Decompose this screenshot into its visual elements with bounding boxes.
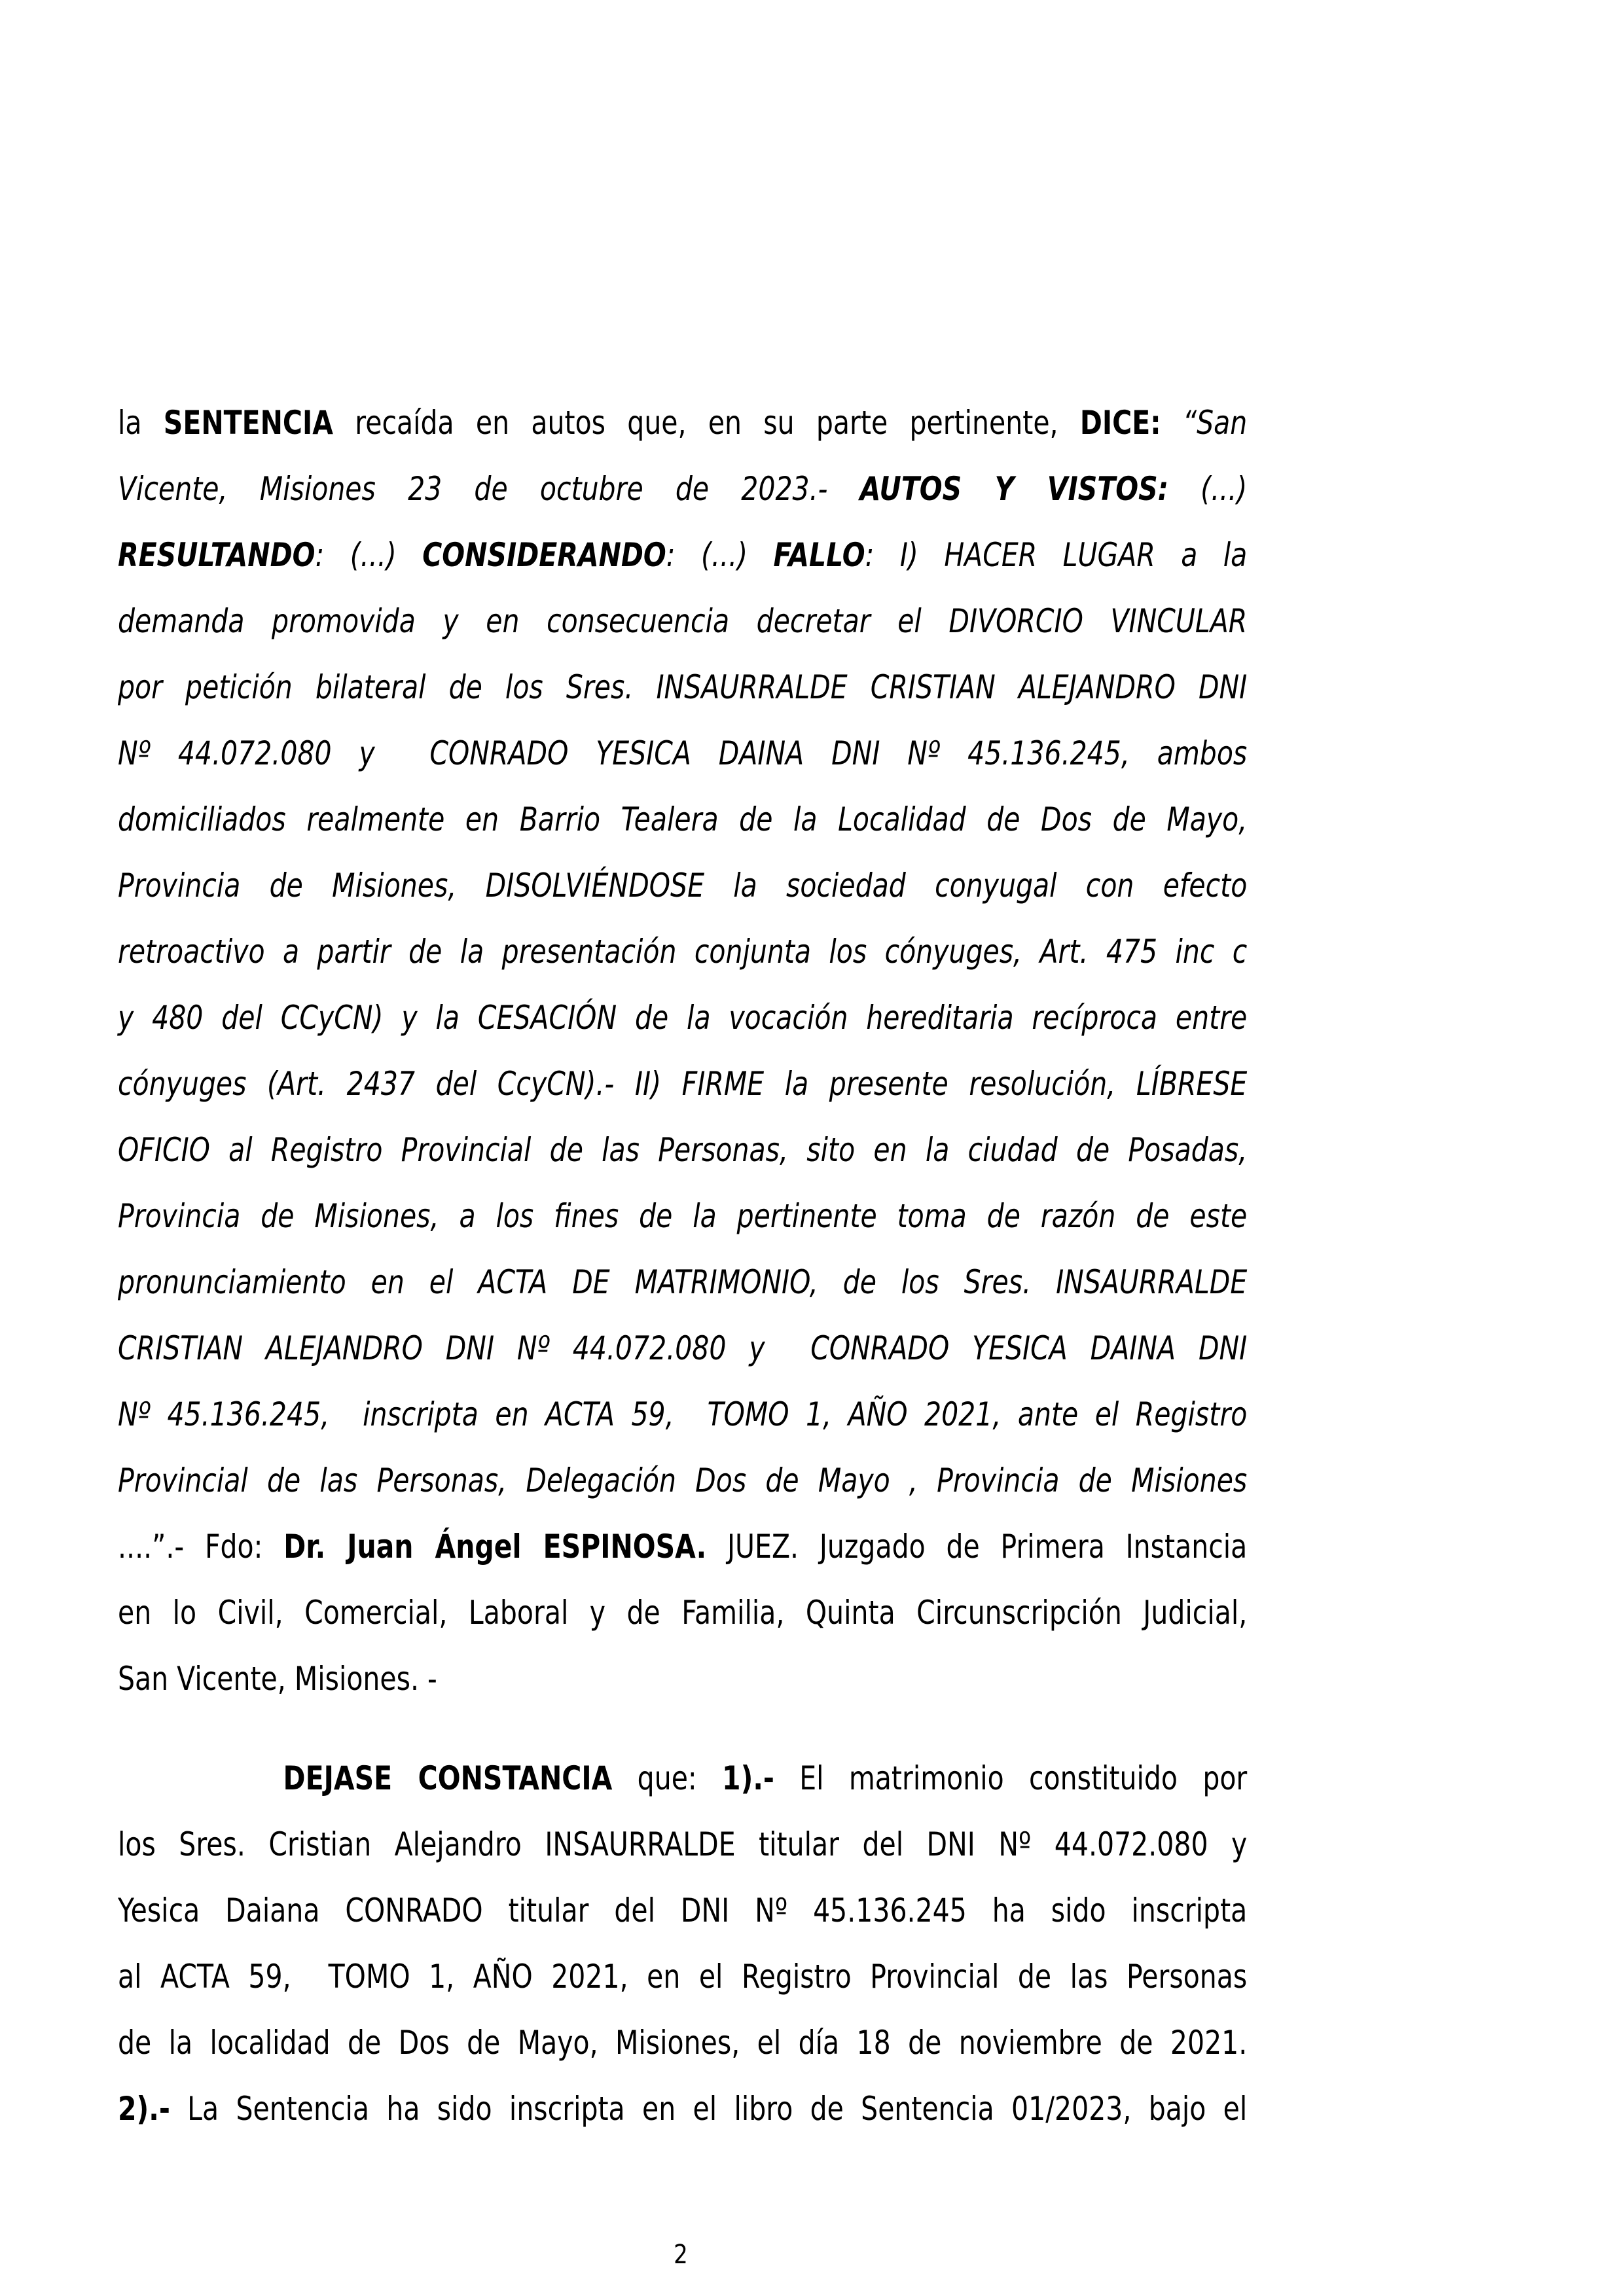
text-line (118, 853, 1247, 919)
text-line (118, 1183, 1247, 1249)
text-run: : (...) (315, 536, 423, 574)
text-line (118, 1812, 1247, 1878)
text-run: El matrimonio constituido por (774, 1759, 1248, 1797)
text-run: la (118, 404, 164, 442)
text-run: que: (612, 1759, 723, 1797)
text-run: Vicente, Misiones 23 de octubre de 2023.- (118, 470, 860, 508)
text-run: Dr. Juan Ángel ESPINOSA. (283, 1528, 707, 1566)
text-line (118, 522, 1247, 588)
text-run: 2).- (118, 2090, 170, 2128)
text-run: recaída en autos que, en su parte pertinente, (333, 404, 1080, 442)
text-run: DICE: (1079, 404, 1161, 442)
text-line (118, 2010, 1247, 2076)
text-line (118, 919, 1247, 985)
text-run: OFICIO al Registro Provincial de las Personas, sito en la ciudad de Posadas, (118, 1131, 1248, 1169)
text-line (118, 1878, 1247, 1944)
text-line (118, 1580, 1247, 1646)
text-run: RESULTANDO (118, 536, 316, 574)
text-line (118, 2076, 1247, 2142)
paragraph-dejase-constancia (118, 1746, 1247, 2142)
text-line (118, 1051, 1247, 1117)
text-run: Yesica Daiana CONRADO titular del DNI Nº 45.136.245 ha sido inscripta (118, 1892, 1248, 1929)
text-run: Provincia de Misiones, DISOLVIÉNDOSE la sociedad conyugal con efecto (118, 867, 1248, 905)
text-run: Provincia de Misiones, a los fines de la pertinente toma de razón de este (118, 1197, 1248, 1235)
text-run: los Sres. Cristian Alejandro INSAURRALDE titular del DNI Nº 44.072.080 y (118, 1825, 1248, 1863)
text-run: retroactivo a partir de la presentación conjunta los cónyuges, Art. 475 inc c (118, 933, 1248, 971)
text-line (118, 655, 1247, 721)
text-run: : I) HACER LUGAR a la (865, 536, 1248, 574)
text-line (118, 1117, 1247, 1183)
text-run: DEJASE CONSTANCIA (283, 1759, 613, 1797)
text-run: Nº 44.072.080 y CONRADO YESICA DAINA DNI Nº 45.136.245, ambos (118, 734, 1248, 772)
text-run: AUTOS Y VISTOS: (859, 470, 1168, 508)
text-run: “San (1161, 404, 1248, 442)
text-run: : (...) (666, 536, 774, 574)
text-line (118, 588, 1247, 655)
text-line (118, 1646, 1247, 1712)
text-run: CONSIDERANDO (422, 536, 666, 574)
text-line (118, 985, 1247, 1051)
text-run: Nº 45.136.245, inscripta en ACTA 59, TOMO 1, AÑO 2021, ante el Registro (118, 1395, 1248, 1433)
text-line (118, 1382, 1247, 1448)
text-run: ....”.- Fdo: (118, 1528, 284, 1566)
text-run: 1).- (722, 1759, 774, 1797)
text-run: CRISTIAN ALEJANDRO DNI Nº 44.072.080 y CONRADO YESICA DAINA DNI (118, 1329, 1248, 1367)
text-line (118, 1448, 1247, 1514)
text-run: cónyuges (Art. 2437 del CcyCN).- II) FIRME la presente resolución, LÍBRESE (118, 1065, 1248, 1103)
paragraph-sentencia-quote (118, 390, 1247, 1712)
text-run: FALLO (773, 536, 865, 574)
page-number: 2 (674, 2240, 688, 2270)
text-run: demanda promovida y en consecuencia decretar el DIVORCIO VINCULAR (118, 602, 1248, 640)
text-run: (...) (1168, 470, 1248, 508)
text-line (118, 1746, 1247, 1812)
text-run: pronunciamiento en el ACTA DE MATRIMONIO, de los Sres. INSAURRALDE (118, 1263, 1248, 1301)
text-run: Provincial de las Personas, Delegación Dos de Mayo , Provincia de Misiones (118, 1462, 1248, 1499)
text-run: La Sentencia ha sido inscripta en el libro de Sentencia 01/2023, bajo el (170, 2090, 1248, 2128)
text-run: al ACTA 59, TOMO 1, AÑO 2021, en el Registro Provincial de las Personas (118, 1958, 1248, 1996)
text-line (118, 787, 1247, 853)
text-run: SENTENCIA (163, 404, 334, 442)
text-line (118, 721, 1247, 787)
text-run: San Vicente, Misiones. - (118, 1660, 437, 1698)
text-line (118, 1514, 1247, 1580)
text-run: por petición bilateral de los Sres. INSAURRALDE CRISTIAN ALEJANDRO DNI (118, 668, 1248, 706)
text-line (118, 390, 1247, 456)
text-run: de la localidad de Dos de Mayo, Misiones, el día 18 de noviembre de 2021. (118, 2024, 1248, 2062)
text-run: domiciliados realmente en Barrio Tealera de la Localidad de Dos de Mayo, (118, 800, 1248, 838)
text-line (118, 1316, 1247, 1382)
text-line (118, 1249, 1247, 1316)
text-line (118, 1944, 1247, 2010)
text-run: en lo Civil, Comercial, Laboral y de Familia, Quinta Circunscripción Judicial, (118, 1594, 1248, 1632)
text-line (118, 456, 1247, 522)
text-run: JUEZ. Juzgado de Primera Instancia (706, 1528, 1248, 1566)
text-run: y 480 del CCyCN) y la CESACIÓN de la vocación hereditaria recíproca entre (118, 999, 1248, 1037)
